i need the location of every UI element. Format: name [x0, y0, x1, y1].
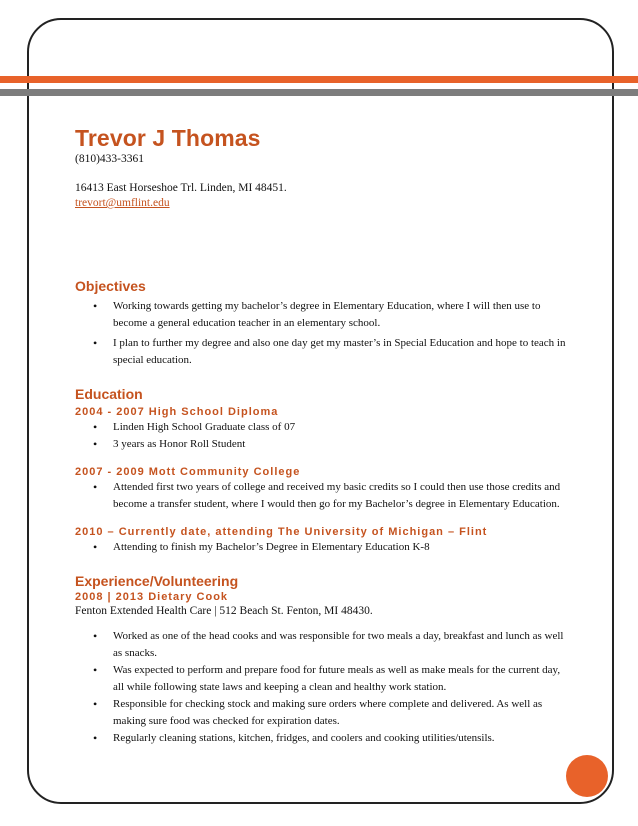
- address: 16413 East Horseshoe Trl. Linden, MI 48451.: [75, 182, 287, 194]
- education-list: [75, 419, 570, 453]
- education-heading: Education: [75, 386, 143, 402]
- list-item: • Attended first two years of college and received my basic credits so I could then use those credits and become a transfer student, where I would then go for my Bachelor’s degree in Elementary Education.: [75, 479, 570, 513]
- phone: (810)433-3361: [75, 153, 144, 165]
- list-item: • I plan to further my degree and also one day get my master’s in Special Education and hope to teach in special education.: [75, 335, 570, 369]
- experience-heading: Experience/Volunteering: [75, 573, 239, 589]
- list-item: • Responsible for checking stock and making sure orders where complete and delivered. As well as making sure food was checked for expiration dates.: [75, 696, 570, 730]
- email-link[interactable]: trevort@umflint.edu: [75, 197, 170, 209]
- accent-bar-orange: [0, 76, 638, 83]
- education-list: [75, 479, 570, 513]
- education-list: [75, 539, 570, 556]
- education-entry-heading: 2004 - 2007 High School Diploma: [75, 406, 279, 418]
- experience-list: [75, 628, 570, 747]
- education-entry-heading: 2010 – Currently date, attending The University of Michigan – Flint: [75, 526, 488, 538]
- list-item: • Working towards getting my bachelor’s degree in Elementary Education, where I will then use to become a general education teacher in an elementary school.: [75, 298, 570, 332]
- list-item: • Regularly cleaning stations, kitchen, fridges, and coolers and cooking utilities/utensils.: [75, 730, 570, 747]
- list-item: • 3 years as Honor Roll Student: [75, 436, 570, 453]
- list-item: • Linden High School Graduate class of 07: [75, 419, 570, 436]
- decorative-circle: [566, 755, 608, 797]
- accent-bar-gray: [0, 89, 638, 96]
- name-heading: Trevor J Thomas: [75, 125, 261, 151]
- experience-entry-heading: 2008 | 2013 Dietary Cook: [75, 591, 229, 603]
- employer: Fenton Extended Health Care | 512 Beach St. Fenton, MI 48430.: [75, 605, 373, 617]
- objectives-heading: Objectives: [75, 278, 146, 294]
- objectives-list: [75, 298, 570, 369]
- list-item: • Worked as one of the head cooks and was responsible for two meals a day, breakfast and lunch as well as snacks.: [75, 628, 570, 662]
- resume-content: [75, 124, 570, 747]
- list-item: • Attending to finish my Bachelor’s Degree in Elementary Education K-8: [75, 539, 570, 556]
- education-entry-heading: 2007 - 2009 Mott Community College: [75, 466, 301, 478]
- list-item: • Was expected to perform and prepare food for future meals as well as make meals for the current day, all while following state laws and keeping a clean and healthy work station.: [75, 662, 570, 696]
